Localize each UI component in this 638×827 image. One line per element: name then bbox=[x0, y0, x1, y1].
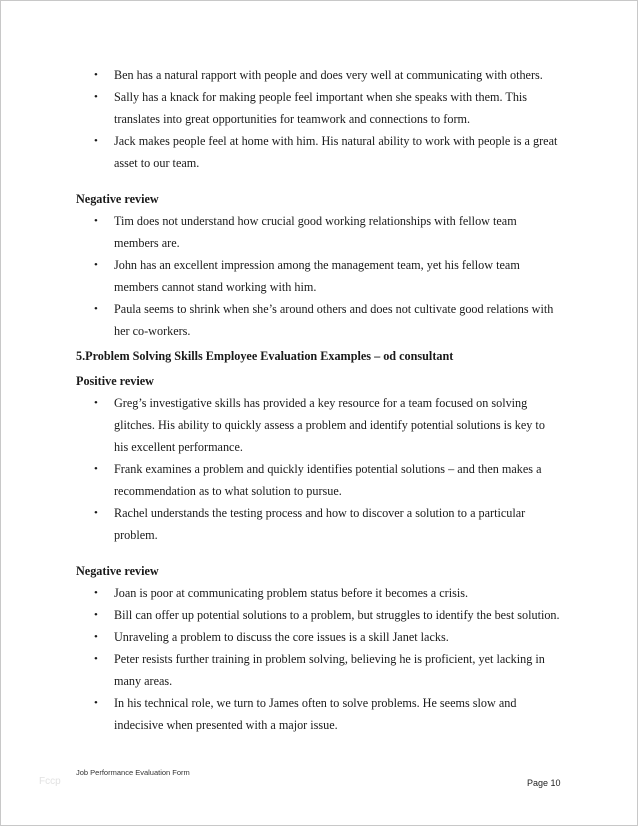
bullet-icon: • bbox=[94, 507, 98, 519]
problem-solving-positive-list bbox=[76, 392, 561, 546]
bullet-icon: • bbox=[94, 609, 98, 621]
list-item bbox=[76, 502, 561, 546]
footer-title: Job Performance Evaluation Form bbox=[76, 768, 190, 777]
negative-review-heading: Negative review bbox=[76, 564, 159, 578]
list-item bbox=[76, 130, 561, 174]
document-page bbox=[1, 1, 638, 827]
bullet-icon: • bbox=[94, 631, 98, 643]
list-item-text: In his technical role, we turn to James often to solve problems. He seems slow and indecisive when presented with a major issue. bbox=[114, 696, 517, 732]
list-item bbox=[76, 64, 561, 86]
bullet-icon: • bbox=[94, 587, 98, 599]
list-item-text: Tim does not understand how crucial good working relationships with fellow team members are. bbox=[114, 214, 517, 250]
list-item bbox=[76, 582, 561, 604]
negative-review-heading: Negative review bbox=[76, 192, 159, 206]
list-item-text: Joan is poor at communicating problem status before it becomes a crisis. bbox=[114, 586, 469, 600]
bullet-icon: • bbox=[94, 135, 98, 147]
communication-negative-list bbox=[76, 210, 561, 342]
bullet-icon: • bbox=[94, 653, 98, 665]
bullet-icon: • bbox=[94, 463, 98, 475]
bullet-icon: • bbox=[94, 91, 98, 103]
list-item-text: Rachel understands the testing process and how to discover a solution to a particular problem. bbox=[114, 506, 526, 542]
list-item-text: Paula seems to shrink when she’s around others and does not cultivate good relations with her co-workers. bbox=[114, 302, 554, 338]
watermark: Fccp bbox=[39, 776, 61, 787]
list-item bbox=[76, 604, 561, 626]
list-item-text: Jack makes people feel at home with him. His natural ability to work with people is a great asset to our team. bbox=[114, 134, 558, 170]
list-item-text: Peter resists further training in problem solving, believing he is proficient, yet lacking in many areas. bbox=[114, 652, 545, 688]
list-item-text: Frank examines a problem and quickly identifies potential solutions – and then makes a recommendation as to what solution to pursue. bbox=[114, 462, 542, 498]
list-item bbox=[76, 254, 561, 298]
list-item-text: Greg’s investigative skills has provided a key resource for a team focused on solving glitches. His ability to quickly assess a problem and identify potential solutions is key to his excellent performance. bbox=[114, 396, 545, 454]
list-item bbox=[76, 626, 561, 648]
list-item-text: Ben has a natural rapport with people and does very well at communicating with others. bbox=[114, 68, 543, 82]
bullet-icon: • bbox=[94, 397, 98, 409]
list-item bbox=[76, 458, 561, 502]
bullet-icon: • bbox=[94, 697, 98, 709]
bullet-icon: • bbox=[94, 215, 98, 227]
list-item-text: John has an excellent impression among the management team, yet his fellow team members cannot stand working with him. bbox=[114, 258, 520, 294]
list-item bbox=[76, 392, 561, 458]
problem-solving-negative-list bbox=[76, 582, 561, 736]
bullet-icon: • bbox=[94, 259, 98, 271]
page-number: Page 10 bbox=[527, 778, 561, 788]
bullet-icon: • bbox=[94, 303, 98, 315]
list-item bbox=[76, 86, 561, 130]
section-5-heading: 5.Problem Solving Skills Employee Evaluation Examples – od consultant bbox=[76, 349, 454, 363]
list-item-text: Unraveling a problem to discuss the core issues is a skill Janet lacks. bbox=[114, 630, 449, 644]
list-item bbox=[76, 692, 561, 736]
list-item bbox=[76, 298, 561, 342]
list-item bbox=[76, 648, 561, 692]
list-item bbox=[76, 210, 561, 254]
list-item-text: Sally has a knack for making people feel important when she speaks with them. This translates into great opportunities for teamwork and connections to form. bbox=[114, 90, 528, 126]
positive-review-heading: Positive review bbox=[76, 374, 154, 388]
bullet-icon: • bbox=[94, 69, 98, 81]
page-content bbox=[76, 64, 561, 736]
list-item-text: Bill can offer up potential solutions to a problem, but struggles to identify the best solution. bbox=[114, 608, 560, 622]
communication-positive-list bbox=[76, 64, 561, 174]
